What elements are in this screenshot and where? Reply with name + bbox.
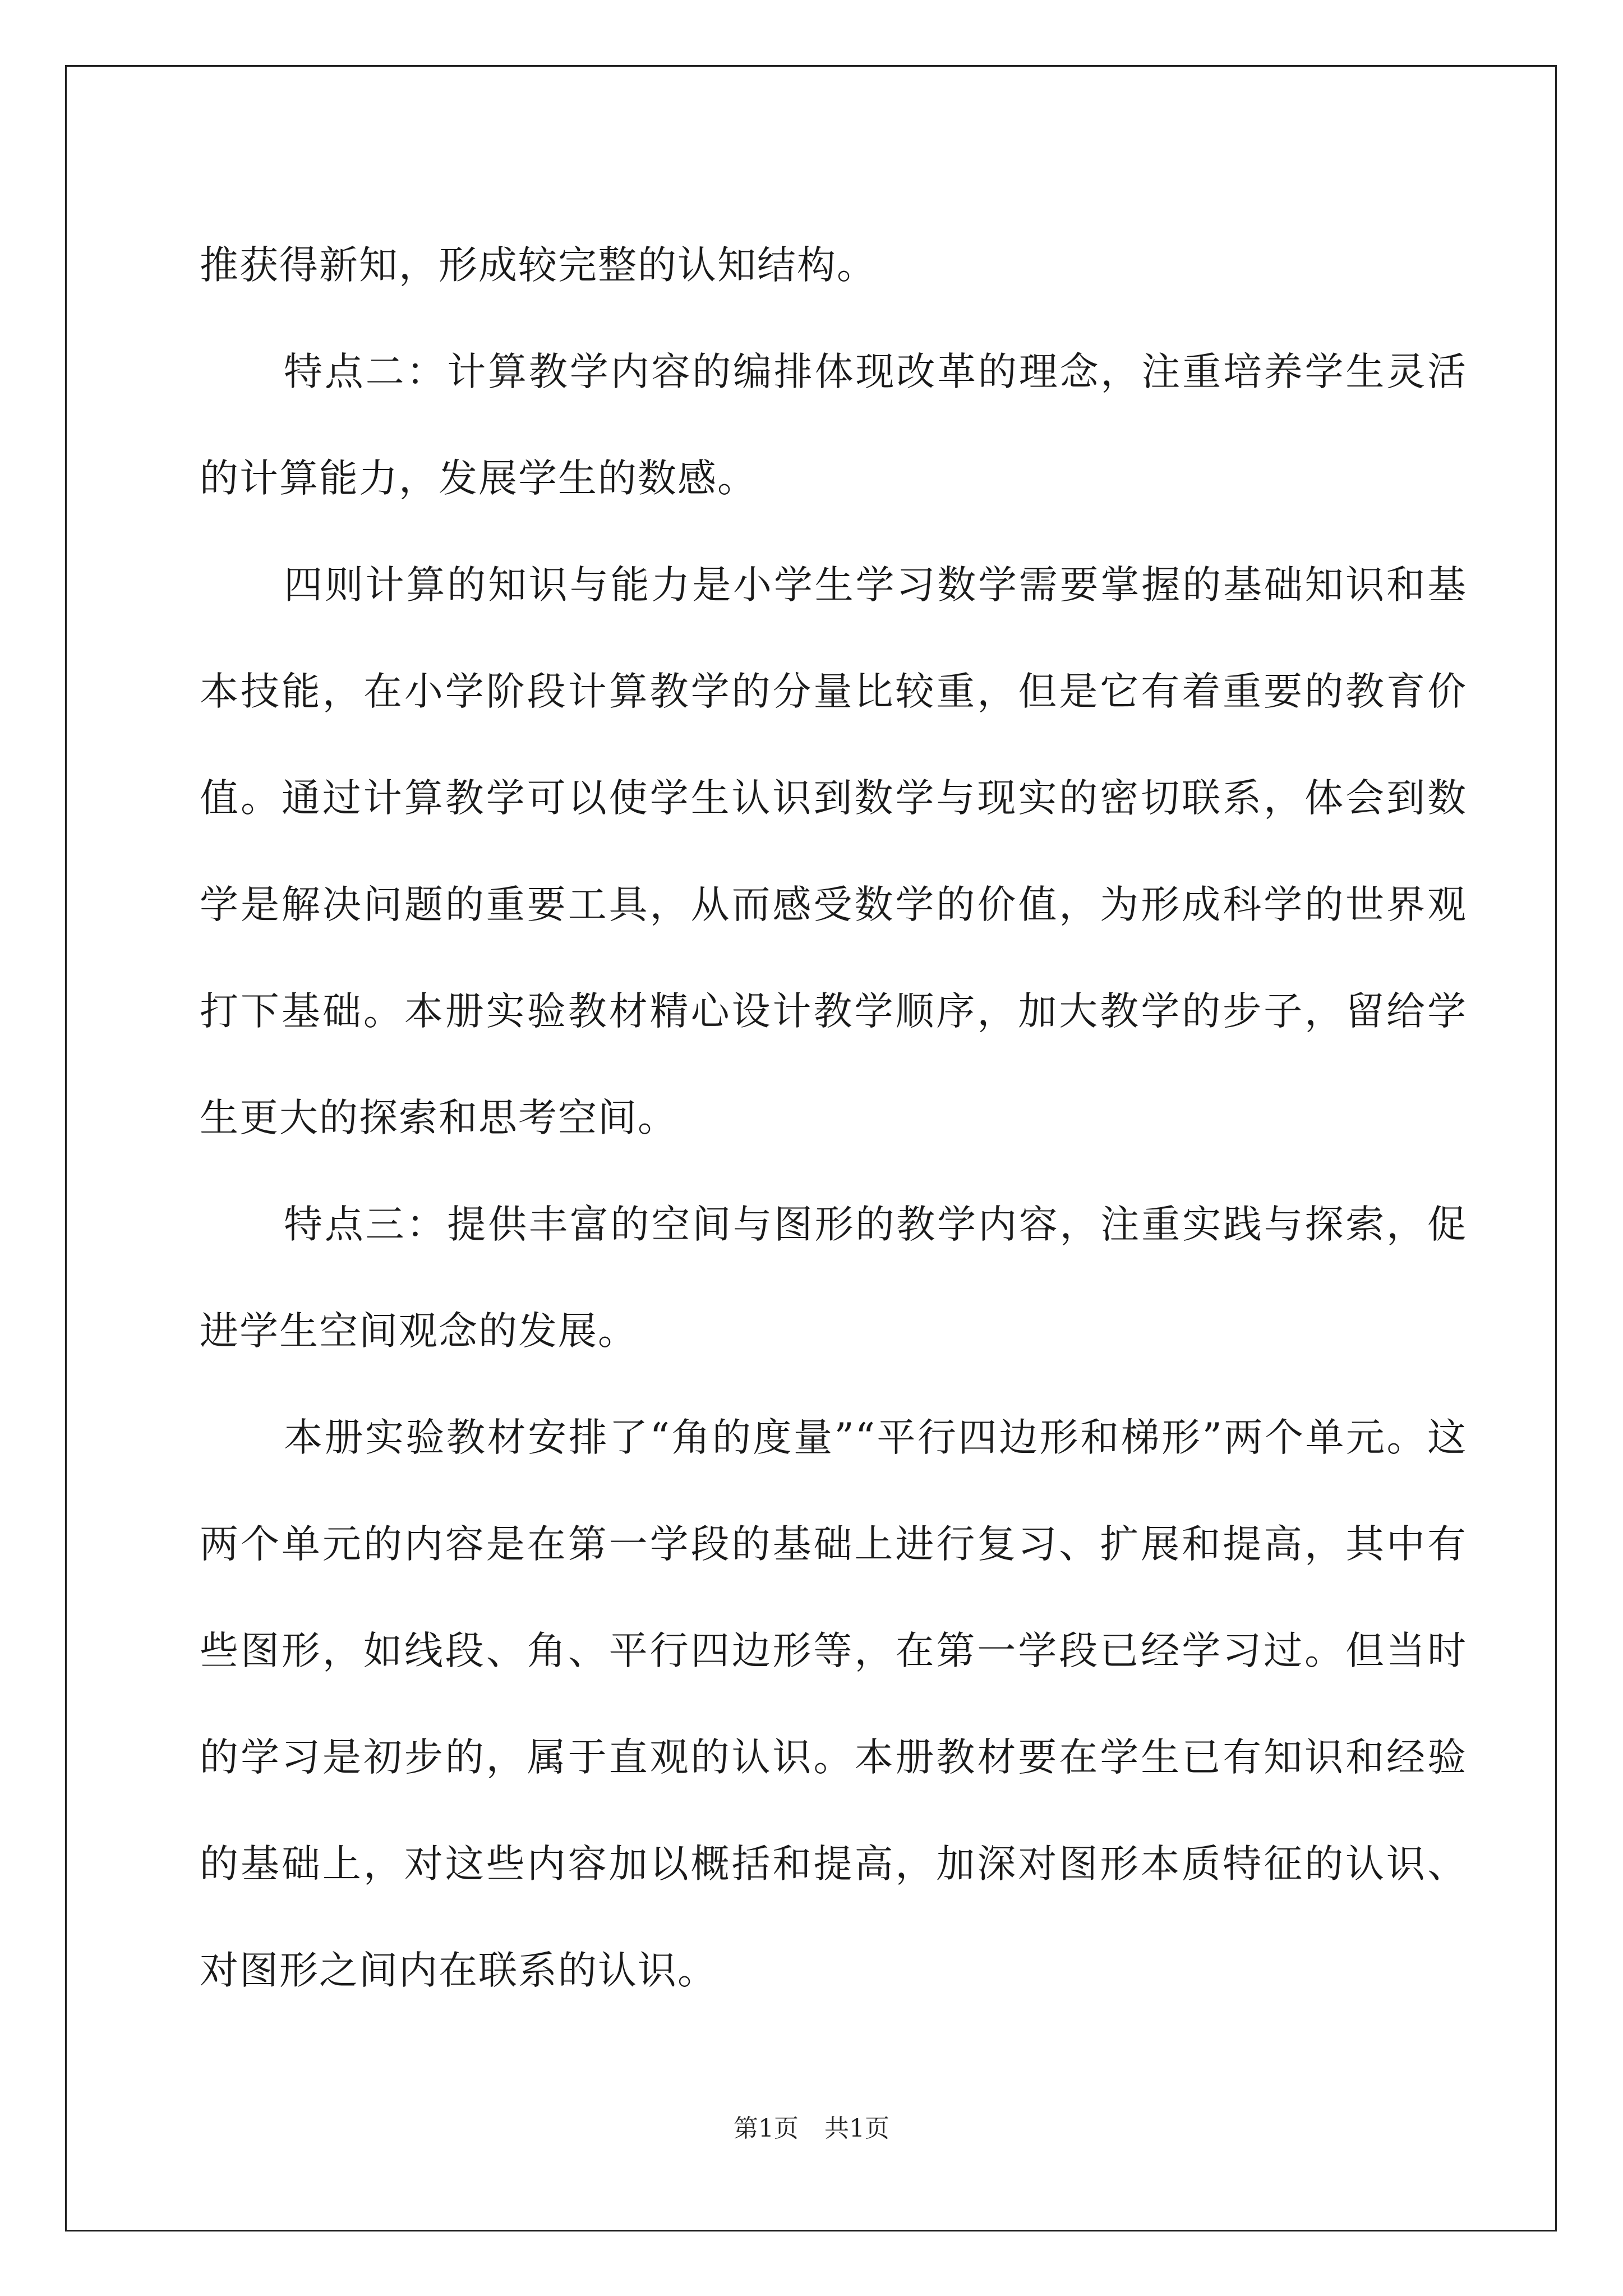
page-footer: [0, 2108, 1623, 2144]
paragraph-5: 本册实验教材安排了“角的度量”“平行四边形和梯形”两个单元。这两个单元的内容是在第一学段的基础上进行复习、扩展和提高，其中有些图形，如线段、角、平行四边形等，在第一学段已经学习过。但当时的学习是初步的，属于直观的认识。本册教材要在学生已有知识和经验的基础上，对这些内容加以概括和提高，加深对图形本质特征的认识、对图形之间内在联系的认识。: [200, 1415, 1467, 1993]
paragraph-4: 特点三：提供丰富的空间与图形的教学内容，注重实践与探索，促进学生空间观念的发展。: [200, 1202, 1467, 1354]
paragraph-2: 特点二：计算教学内容的编排体现改革的理念，注重培养学生灵活的计算能力，发展学生的数感。: [200, 349, 1467, 501]
paragraph-1: 推获得新知，形成较完整的认知结构。: [200, 243, 877, 288]
page-number: 第1页: [734, 2114, 799, 2143]
document-body: [200, 212, 1467, 2024]
page-total: 共1页: [824, 2114, 889, 2143]
paragraph-3: 四则计算的知识与能力是小学生学习数学需要掌握的基础知识和基本技能，在小学阶段计算教学的分量比较重，但是它有着重要的教育价值。通过计算教学可以使学生认识到数学与现实的密切联系，体会到数学是解决问题的重要工具，从而感受数学的价值，为形成科学的世界观打下基础。本册实验教材精心设计教学顺序，加大教学的步子，留给学生更大的探索和思考空间。: [200, 563, 1467, 1140]
